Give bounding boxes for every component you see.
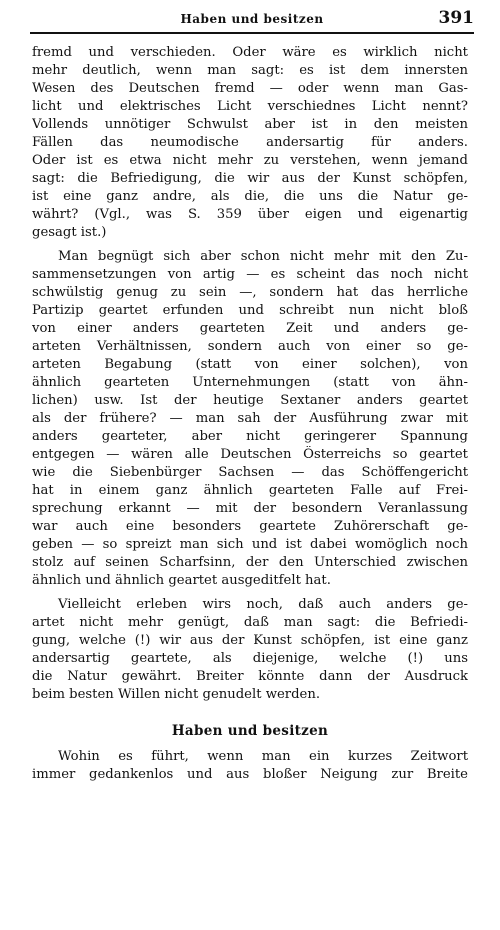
page-number: 391 [438,8,474,28]
text-line: arteten Verhältnissen, sondern auch von einer so ge- [32,339,468,354]
text-line: lichen) usw. Ist der heutige Sextaner anders geartet [32,393,468,408]
text-line: geben — so spreizt man sich und ist dabei womöglich noch [32,537,468,552]
text-line: schwülstig genug zu sein —, sondern hat das herrliche [32,285,468,300]
section-heading: Haben und besitzen [171,723,329,739]
text-line: Partizip geartet erfunden und schreibt nun nicht bloß [32,303,468,318]
text-line: Wohin es führt, wenn man ein kurzes Zeitwort [58,749,468,764]
text-line: licht und elektrisches Licht verschiednes Licht nennt? [32,99,468,114]
text-line: wie die Siebenbürger Sachsen — das Schöffengericht [32,465,468,480]
text-line: andersartig geartete, als diejenige, welche (!) uns [32,651,468,666]
text-line: immer gedankenlos und aus bloßer Neigung zur Breite [32,767,468,782]
text-line: entgegen — wären alle Deutschen Österreichs so geartet [32,447,468,462]
header-rule [30,32,474,34]
text-line: artet nicht mehr genügt, daß man sagt: die Befriedi- [32,615,468,630]
text-line: arteten Begabung (statt von einer solchen), von [32,357,468,372]
text-line: mehr deutlich, wenn man sagt: es ist dem innersten [32,63,468,78]
running-title: Haben und besitzen [180,12,324,26]
text-line: sprechung erkannt — mit der besondern Veranlassung [32,501,468,516]
text-line: ähnlich gearteten Unternehmungen (statt von ähn- [32,375,468,390]
running-header [30,6,474,34]
text-line: ähnlich und ähnlich geartet ausgeditfelt hat. [32,573,331,588]
paragraph-1 [32,44,468,242]
text-line: Vielleicht erleben wirs noch, daß auch anders ge- [58,597,468,612]
text-line: Wesen des Deutschen fremd — oder wenn man Gas- [32,81,468,96]
text-line: die Natur gewährt. Breiter könnte dann der Ausdruck [32,669,468,684]
text-line: Oder ist es etwa nicht mehr zu verstehen, wenn jemand [32,153,468,168]
text-line: Man begnügt sich aber schon nicht mehr mit den Zu- [58,249,468,264]
text-line: sammensetzungen von artig — es scheint das noch nicht [32,267,468,282]
text-line: fremd und verschieden. Oder wäre es wirklich nicht [32,45,468,60]
text-line: als der frühere? — man sah der Ausführung zwar mit [32,411,468,426]
text-line: währt? (Vgl., was S. 359 über eigen und eigenartig [32,207,468,222]
text-line: war auch eine besonders geartete Zuhörerschaft ge- [32,519,468,534]
text-line: gung, welche (!) wir aus der Kunst schöpfen, ist eine ganz [32,633,468,648]
text-line: anders gearteter, aber nicht geringerer Spannung [32,429,468,444]
paragraph-3 [32,596,468,704]
text-line: hat in einem ganz ähnlich gearteten Falle auf Frei- [32,483,468,498]
text-line: stolz auf seinen Scharfsinn, der den Unterschied zwischen [32,555,468,570]
text-line: von einer anders gearteten Zeit und anders ge- [32,321,468,336]
text-line: Vollends unnötiger Schwulst aber ist in den meisten [32,117,468,132]
page-body [32,44,468,784]
text-line: ist eine ganz andre, als die, die uns die Natur ge- [32,189,468,204]
paragraph-2 [32,248,468,590]
text-line: Fällen das neumodische andersartig für anders. [32,135,468,150]
text-line: beim besten Willen nicht genudelt werden. [32,687,321,702]
text-line: sagt: die Befriedigung, die wir aus der Kunst schöpfen, [32,171,468,186]
section-haben-und-besitzen [32,720,468,784]
text-line: gesagt ist.) [32,225,107,240]
